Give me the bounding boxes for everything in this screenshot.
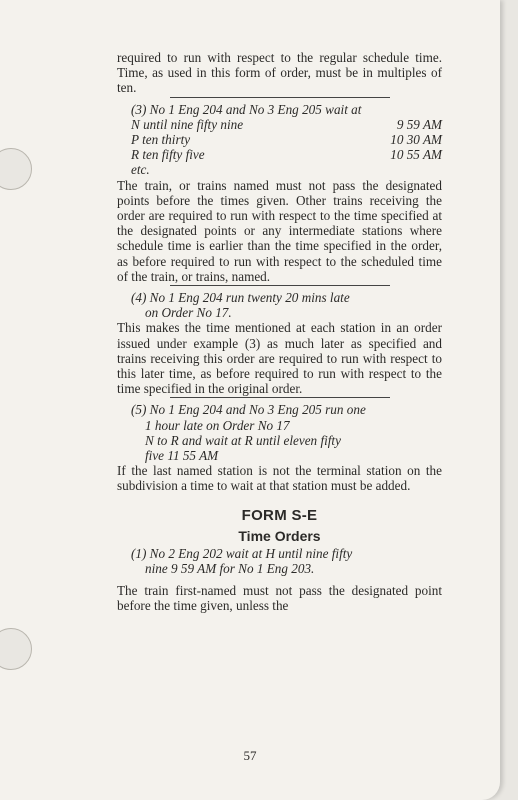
- page-number: 57: [243, 748, 257, 763]
- example-4-order: (4) No 1 Eng 204 run twenty 20 mins late on Order No 17.: [131, 290, 350, 321]
- paragraph-example-5: If the last named station is not the terminal station on the subdivision a time to wait at that station must be added.: [117, 463, 442, 494]
- time-row-etc: etc.: [131, 162, 150, 178]
- example-3-order: [131, 102, 442, 117]
- intro-paragraph: required to run with respect to the regular schedule time. Time, as used in this form of order, must be in multiples of ten.: [117, 50, 442, 96]
- example-3-line: (3) No 1 Eng 204 and No 3 Eng 205 wait at: [131, 101, 362, 117]
- paragraph-time-order: The train first-named must not pass the designated point before the time given, unless the: [117, 582, 442, 613]
- time-row: R ten fifty five 10 55 AM: [131, 147, 442, 163]
- time-order-example-1: (1) No 2 Eng 202 wait at H until nine fifty nine 9 59 AM for No 1 Eng 203.: [131, 546, 353, 577]
- binder-hole-top: [0, 148, 32, 190]
- example-5-order: (5) No 1 Eng 204 and No 3 Eng 205 run one 1 hour late on Order No 17 N to R and wait at R until eleven fifty five 11 55 AM: [131, 402, 366, 464]
- form-heading: FORM S-E: [241, 506, 318, 524]
- paragraph-example-4: This makes the time mentioned at each station in an order issued under example (3) as much later as specified and trains receiving this order are required to run with respect to this later time, as before required to run with respect to the time specified in the original order.: [117, 320, 442, 397]
- divider-rule: [170, 97, 390, 98]
- time-row: N until nine fifty nine 9 59 AM: [131, 116, 442, 132]
- sub-heading: Time Orders: [238, 527, 321, 544]
- paragraph-example-3: The train, or trains named must not pass the designated points before the times given. Other trains receiving the order are required to run with respect to the time specified at the designated points or any intermediate stations where schedule time is earlier than the time specified in the order, as before required to run with respect to the scheduled time of the train, or trains, named.: [117, 177, 442, 284]
- binder-hole-bottom: [0, 628, 32, 670]
- time-row: P ten thirty 10 30 AM: [131, 132, 442, 148]
- page-content: [117, 50, 442, 613]
- divider-rule: [170, 397, 390, 398]
- divider-rule: [170, 285, 390, 286]
